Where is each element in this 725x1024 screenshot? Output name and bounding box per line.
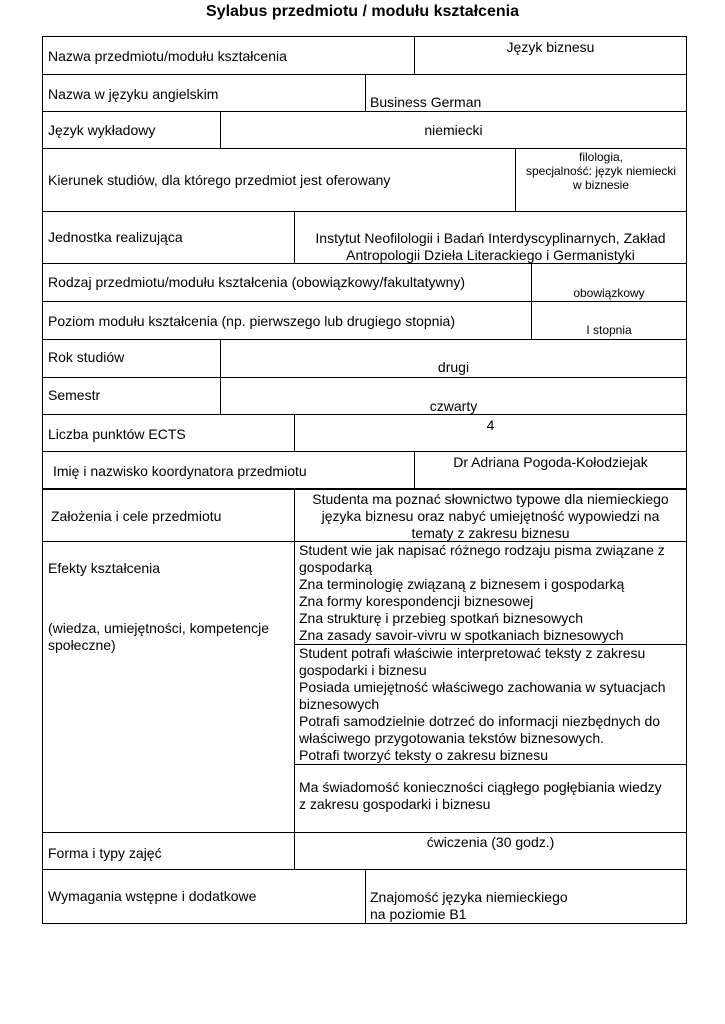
language-label: Język wykładowy bbox=[48, 122, 156, 138]
ects-value: 4 bbox=[486, 417, 495, 433]
requirements-label: Wymagania wstępne i dodatkowe bbox=[48, 888, 257, 904]
language-value-cell bbox=[220, 111, 687, 149]
goals-label: Założenia i cele przedmiotu bbox=[51, 508, 222, 524]
course-type-value-cell bbox=[531, 263, 687, 302]
goals-value: Studenta ma poznać słownictwo typowe dla niemieckiego języka biznesu oraz nabyć umiejętność wypowiedzi na tematy z zakresu biznesu bbox=[312, 491, 669, 541]
course-name-label: Nazwa przedmiotu/modułu kształcenia bbox=[48, 48, 287, 64]
learning-outcomes-sublabel: (wiedza, umiejętności, kompetencje społeczne) bbox=[48, 620, 269, 653]
requirements-value-cell bbox=[365, 869, 687, 924]
english-name-value: Business German bbox=[370, 94, 482, 110]
ects-value-cell bbox=[294, 414, 687, 452]
class-form-label: Forma i typy zajęć bbox=[48, 845, 162, 861]
english-name-label: Nazwa w języku angielskim bbox=[48, 86, 219, 102]
outcomes-skills: Student potrafi właściwie interpretować teksty z zakresu gospodarki i biznesu Posiada umiejętność właściwego zachowania w sytuacjach biznesowych Potrafi samodzielnie dotrzeć do informacji niezbędnych do właściwego przygotowania tekstów biznesowych. Potrafi tworzyć teksty o zakresu biznesu bbox=[299, 645, 666, 763]
requirements-value: Znajomość języka niemieckiego na poziomie B1 bbox=[370, 889, 568, 922]
class-form-value: ćwiczenia (30 godz.) bbox=[426, 834, 555, 850]
semester-label: Semestr bbox=[48, 387, 101, 403]
field-of-study-value: filologia, specjalność: język niemiecki w biznesie bbox=[525, 150, 677, 192]
outcomes-competences: Ma świadomość konieczności ciągłego pogłębiania wiedzy z zakresu gospodarki i biznesu bbox=[299, 779, 662, 812]
outcomes-competences-cell bbox=[294, 764, 687, 833]
unit-value-cell bbox=[294, 211, 687, 264]
course-type-value: obowiązkowy bbox=[573, 286, 645, 300]
learning-outcomes-label: Efekty kształcenia bbox=[48, 560, 161, 576]
semester-value: czwarty bbox=[429, 398, 478, 414]
coordinator-label: Imię i nazwisko koordynatora przedmiotu bbox=[53, 463, 307, 479]
year-label: Rok studiów bbox=[48, 349, 125, 365]
class-form-value-cell bbox=[294, 832, 687, 870]
coordinator-value-cell bbox=[414, 451, 687, 489]
field-of-study-value-cell bbox=[515, 148, 687, 212]
goals-value-cell bbox=[294, 489, 687, 542]
course-type-label: Rodzaj przedmiotu/modułu kształcenia (obowiązkowy/fakultatywny) bbox=[48, 274, 466, 290]
language-value: niemiecki bbox=[424, 122, 483, 138]
level-label: Poziom modułu kształcenia (np. pierwszego lub drugiego stopnia) bbox=[48, 313, 455, 329]
course-name-value: Język biznesu bbox=[506, 39, 595, 55]
coordinator-value: Dr Adriana Pogoda-Kołodziejak bbox=[453, 454, 648, 470]
semester-value-cell bbox=[220, 377, 687, 415]
ects-label: Liczba punktów ECTS bbox=[48, 426, 186, 442]
unit-label: Jednostka realizująca bbox=[48, 229, 183, 245]
outcomes-skills-cell bbox=[294, 644, 687, 765]
level-value: I stopnia bbox=[586, 323, 632, 337]
year-value: drugi bbox=[437, 359, 470, 375]
year-value-cell bbox=[220, 339, 687, 378]
page-title: Sylabus przedmiotu / modułu kształcenia bbox=[206, 3, 519, 20]
outcomes-knowledge: Student wie jak napisać różnego rodzaju pisma związane z gospodarką Zna terminologię związaną z biznesem i gospodarką Zna formy korespondencji biznesowej Zna strukturę i przebieg spotkań biznesowych Zna zasady savoir-vivru w spotkaniach biznesowych bbox=[299, 542, 665, 643]
field-of-study-label: Kierunek studiów, dla którego przedmiot jest oferowany bbox=[48, 172, 391, 188]
outcomes-knowledge-cell bbox=[294, 541, 687, 645]
english-name-value-cell bbox=[365, 74, 687, 112]
course-name-value-cell bbox=[414, 36, 687, 75]
unit-value: Instytut Neofilologii i Badań Interdyscyplinarnych, Zakład Antropologii Dzieła Literackiego i Germanistyki bbox=[315, 230, 666, 263]
level-value-cell bbox=[531, 301, 687, 340]
